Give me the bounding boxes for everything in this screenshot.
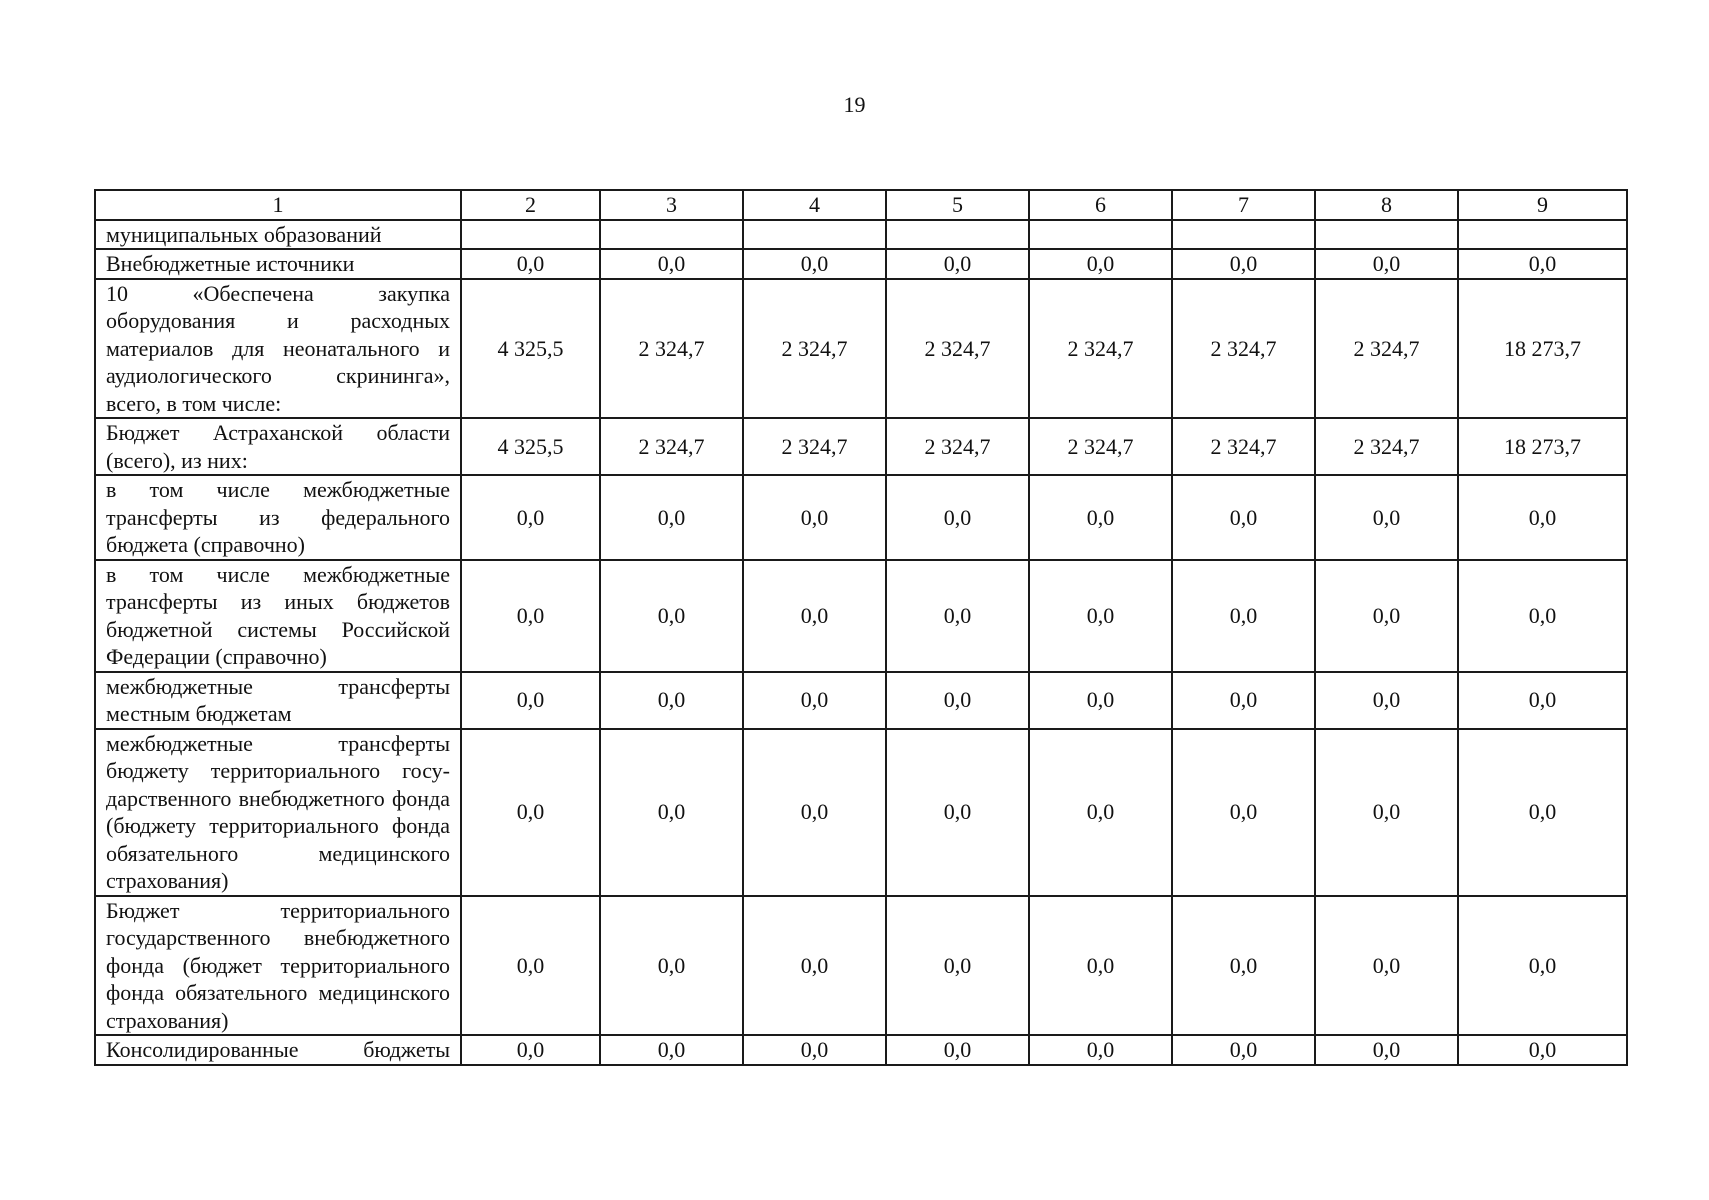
table-row [95, 560, 1627, 672]
table-row [95, 418, 1627, 475]
table-cell: 18 273,7 [1458, 279, 1627, 419]
table-row [95, 220, 1627, 250]
table-cell: 0,0 [461, 475, 600, 560]
table-header-row [95, 190, 1627, 220]
table-cell: 0,0 [886, 560, 1029, 672]
table-cell: 0,0 [1172, 249, 1315, 279]
column-header: 5 [886, 190, 1029, 220]
table-cell: 0,0 [886, 475, 1029, 560]
row-label: межбюджетные трансферты бюджету территориального госу-дарственного внебюджетного фонда (бюджету территориального фонда обязательного медицинского страхования) [95, 729, 461, 896]
table-cell: 0,0 [1458, 729, 1627, 896]
table-cell [1315, 220, 1458, 250]
table-cell: 0,0 [743, 729, 886, 896]
table-cell: 0,0 [1315, 560, 1458, 672]
table-cell: 0,0 [886, 729, 1029, 896]
table-cell [743, 220, 886, 250]
table-cell: 18 273,7 [1458, 418, 1627, 475]
budget-table [94, 189, 1628, 1066]
column-header: 2 [461, 190, 600, 220]
table-cell: 0,0 [600, 672, 743, 729]
table-row [95, 896, 1627, 1036]
table-cell: 0,0 [1458, 672, 1627, 729]
table-cell: 0,0 [600, 896, 743, 1036]
table-cell: 0,0 [1315, 249, 1458, 279]
table-cell: 0,0 [743, 249, 886, 279]
table-cell: 0,0 [1029, 1035, 1172, 1065]
column-header: 3 [600, 190, 743, 220]
table-row [95, 475, 1627, 560]
table-cell: 0,0 [1315, 729, 1458, 896]
table-cell: 0,0 [461, 249, 600, 279]
table-cell [1172, 220, 1315, 250]
table-cell [600, 220, 743, 250]
row-label: 10 «Обеспечена закупка оборудования и расходных материалов для неонатального и аудиологического скрининга», всего, в том числе: [95, 279, 461, 419]
table-cell: 0,0 [1172, 475, 1315, 560]
table-cell: 2 324,7 [1172, 279, 1315, 419]
table-cell: 0,0 [1029, 560, 1172, 672]
row-label: муниципальных образований [95, 220, 461, 250]
row-label: Бюджет территориального государственного внебюджетного фонда (бюджет территориального фонда обязательного медицинского страхования) [95, 896, 461, 1036]
table-cell: 2 324,7 [743, 279, 886, 419]
table-cell: 0,0 [1172, 729, 1315, 896]
table-cell: 0,0 [1172, 1035, 1315, 1065]
table-cell: 0,0 [461, 1035, 600, 1065]
table-cell: 0,0 [1029, 896, 1172, 1036]
table-cell: 0,0 [461, 896, 600, 1036]
table-cell: 0,0 [1458, 475, 1627, 560]
column-header: 9 [1458, 190, 1627, 220]
table-cell: 2 324,7 [1029, 279, 1172, 419]
table-cell: 0,0 [743, 1035, 886, 1065]
row-label: межбюджетные трансферты местным бюджетам [95, 672, 461, 729]
table-cell: 0,0 [600, 729, 743, 896]
table-cell [1029, 220, 1172, 250]
table-cell: 2 324,7 [886, 279, 1029, 419]
table-cell: 4 325,5 [461, 279, 600, 419]
row-label: в том числе межбюджетные трансферты из федерального бюджета (справочно) [95, 475, 461, 560]
table-cell: 2 324,7 [600, 279, 743, 419]
table-cell: 0,0 [600, 1035, 743, 1065]
row-label: Внебюджетные источники [95, 249, 461, 279]
table-cell: 4 325,5 [461, 418, 600, 475]
table-cell: 0,0 [886, 896, 1029, 1036]
column-header: 6 [1029, 190, 1172, 220]
table-cell: 2 324,7 [1172, 418, 1315, 475]
table-cell: 0,0 [600, 560, 743, 672]
row-label: Бюджет Астраханской области (всего), из них: [95, 418, 461, 475]
table-cell: 0,0 [743, 672, 886, 729]
table-cell: 0,0 [1458, 1035, 1627, 1065]
table-row [95, 672, 1627, 729]
table-cell: 0,0 [461, 672, 600, 729]
table-cell: 0,0 [1315, 896, 1458, 1036]
table-cell [886, 220, 1029, 250]
table-cell [461, 220, 600, 250]
table-cell: 0,0 [886, 672, 1029, 729]
table-row [95, 249, 1627, 279]
table-cell: 0,0 [743, 560, 886, 672]
column-header: 7 [1172, 190, 1315, 220]
table-cell: 2 324,7 [1029, 418, 1172, 475]
table-cell: 2 324,7 [743, 418, 886, 475]
table-cell: 0,0 [1029, 729, 1172, 896]
table-cell: 0,0 [1029, 249, 1172, 279]
table-cell: 0,0 [1315, 475, 1458, 560]
table-cell: 0,0 [1458, 249, 1627, 279]
table-cell: 2 324,7 [1315, 418, 1458, 475]
row-label: Консолидированные бюджеты [95, 1035, 461, 1065]
column-header: 1 [95, 190, 461, 220]
table-cell: 0,0 [461, 729, 600, 896]
table-cell: 0,0 [1458, 560, 1627, 672]
table-cell: 0,0 [1029, 475, 1172, 560]
table-cell: 0,0 [743, 475, 886, 560]
table-cell: 0,0 [461, 560, 600, 672]
table-cell: 0,0 [886, 1035, 1029, 1065]
page-number: 19 [843, 92, 866, 117]
table-cell: 0,0 [1029, 672, 1172, 729]
table-cell: 2 324,7 [886, 418, 1029, 475]
table-cell: 0,0 [600, 475, 743, 560]
table-cell: 0,0 [1315, 1035, 1458, 1065]
table-cell: 0,0 [1172, 672, 1315, 729]
table-row [95, 1035, 1627, 1065]
table-row [95, 279, 1627, 419]
column-header: 4 [743, 190, 886, 220]
table-cell: 0,0 [886, 249, 1029, 279]
column-header: 8 [1315, 190, 1458, 220]
table-cell [1458, 220, 1627, 250]
table-cell: 0,0 [1172, 896, 1315, 1036]
table-cell: 0,0 [600, 249, 743, 279]
row-label: в том числе межбюджетные трансферты из иных бюджетов бюджетной системы Российской Федерации (справочно) [95, 560, 461, 672]
table-cell: 0,0 [1315, 672, 1458, 729]
table-cell: 2 324,7 [1315, 279, 1458, 419]
table-cell: 0,0 [1458, 896, 1627, 1036]
table-cell: 0,0 [743, 896, 886, 1036]
table-cell: 0,0 [1172, 560, 1315, 672]
table-row [95, 729, 1627, 896]
table-cell: 2 324,7 [600, 418, 743, 475]
